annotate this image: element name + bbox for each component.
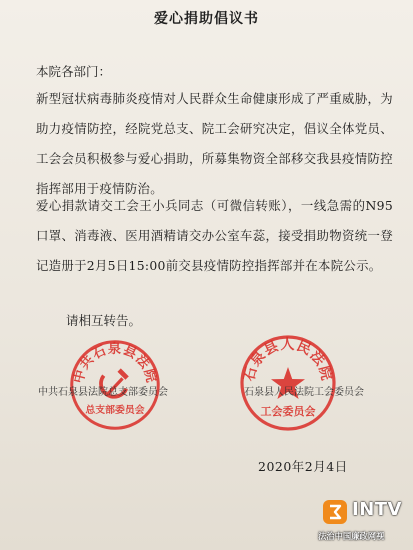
- document-title: 爱心捐助倡议书: [154, 11, 259, 27]
- signatory-org-1: 中共石泉县法院总支部委员会: [38, 387, 168, 398]
- greeting: 本院各部门：: [36, 64, 112, 79]
- paragraph-1: 新型冠状病毒肺炎疫情对人民群众生命健康形成了严重威胁，为助力疫情防控，经院党总支、院工会研究决定，倡议全体党员、工会会员积极参与爱心捐助，所募集物资全部移交我县疫情防控指挥部用于疫情防治。: [36, 91, 393, 196]
- watermark-subtitle: 法治中国廉政网视: [318, 531, 385, 541]
- signatory-org-2: 石泉县人民法院工会委员会: [244, 387, 364, 398]
- svg-text:中共石泉县法院: [70, 340, 161, 385]
- seal2-bottom-text: 工会委员会: [260, 405, 316, 418]
- seal1-bottom-text: 总支部委员会: [85, 405, 145, 417]
- seal2-arc-text: 石泉县人民法院: [241, 336, 335, 383]
- seal1-arc-text: 中共石泉县法院: [71, 341, 159, 385]
- closing-line: 请相互转告。: [66, 313, 142, 328]
- paragraph-2: 爱心捐款请交工会王小兵同志（可微信转账），一线急需的N95口罩、消毒液、医用酒精请交办公室车蕊，接受捐助物资统一登记造册于2月5日15:00前交县疫情防控指挥部并在本院公示。: [36, 198, 393, 273]
- channel-watermark: [318, 499, 408, 545]
- intv-logo-icon: [322, 499, 348, 525]
- document-date: 2020年2月4日: [258, 459, 348, 474]
- watermark-brand: INTV: [352, 499, 402, 520]
